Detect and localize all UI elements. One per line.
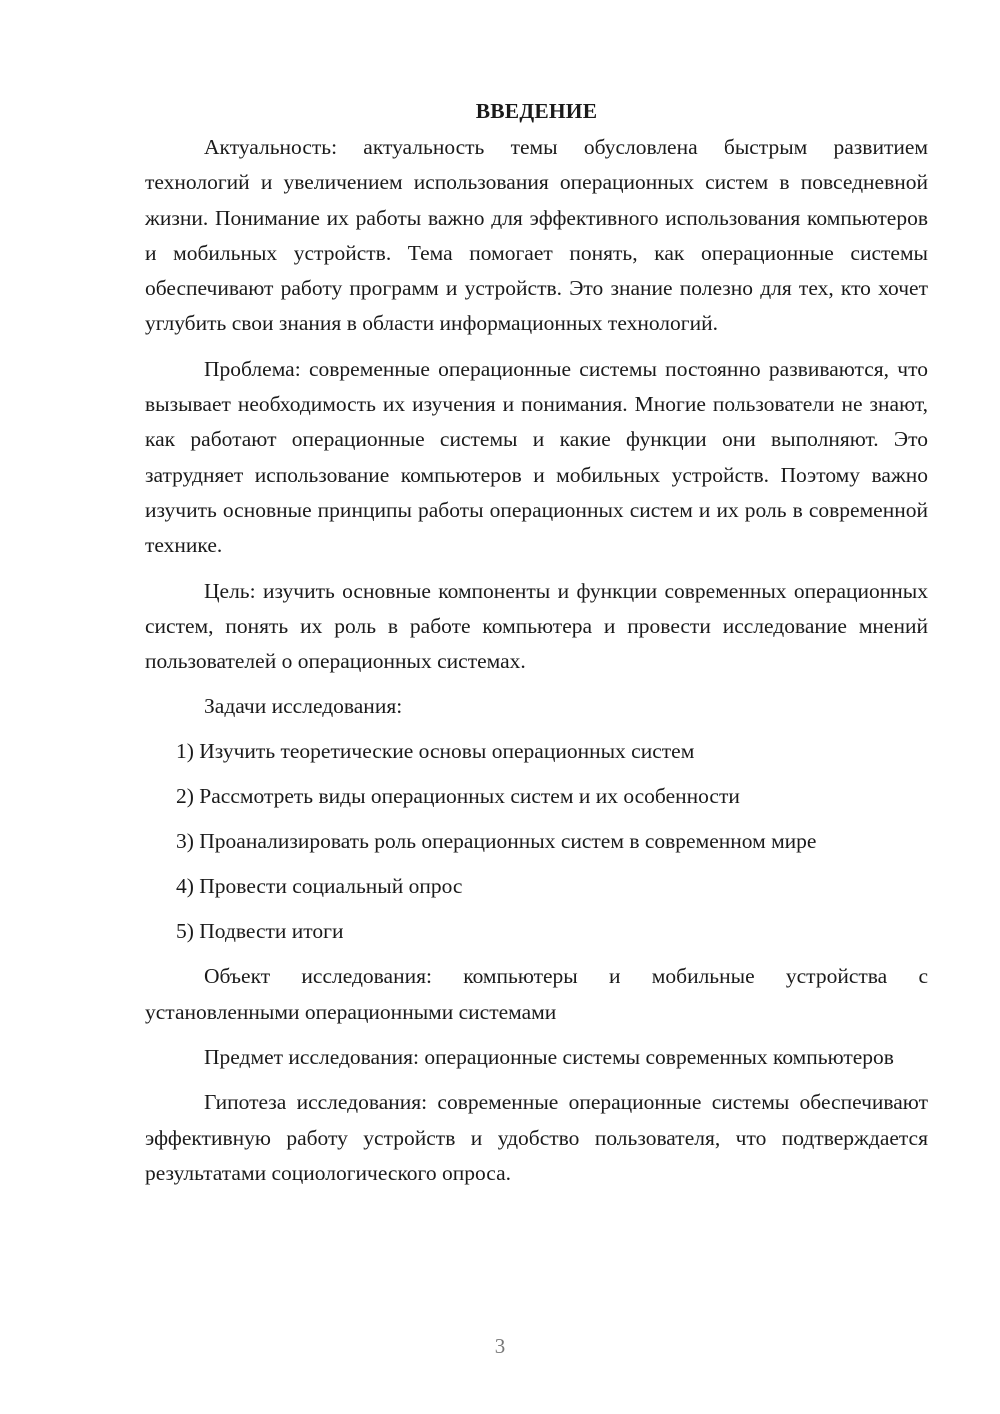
task-item: 2) Рассмотреть виды операционных систем и их особенности (176, 784, 740, 809)
task-item: 5) Подвести итоги (176, 919, 344, 944)
page-number: 3 (494, 1334, 506, 1358)
task-item: 1) Изучить теоретические основы операционных систем (176, 739, 695, 764)
problem-paragraph: Проблема: современные операционные системы постоянно развиваются, что вызывает необходимость их изучения и понимания. Многие пользователи не знают, как работают операционные системы и какие функции они выполняют. Это затрудняет использование компьютеров и мобильных устройств. Поэтому важно изучить основные принципы работы операционных систем и их роль в современной технике. (145, 356, 928, 558)
task-item: 4) Провести социальный опрос (176, 874, 463, 899)
object-paragraph: Объект исследования: компьютеры и мобильные устройства с установленными операционными системами (145, 964, 928, 1024)
subject-paragraph: Предмет исследования: операционные системы современных компьютеров (204, 1045, 894, 1070)
tasks-list (145, 734, 928, 949)
goal-paragraph: Цель: изучить основные компоненты и функции современных операционных систем, понять их роль в работе компьютера и провести исследование мнений пользователей о операционных системах. (145, 578, 928, 674)
task-item: 3) Проанализировать роль операционных систем в современном мире (176, 829, 817, 854)
hypothesis-paragraph: Гипотеза исследования: современные операционные системы обеспечивают эффективную работу устройств и удобство пользователя, что подтверждается результатами социологического опроса. (145, 1090, 928, 1185)
section-title: ВВЕДЕНИЕ (475, 99, 598, 123)
relevance-paragraph: Актуальность: актуальность темы обусловлена быстрым развитием технологий и увеличением использования операционных систем в повседневной жизни. Понимание их работы важно для эффективного использования компьютеров и мобильных устройств. Тема помогает понять, как операционные системы обеспечивают работу программ и устройств. Это знание полезно для тех, кто хочет углубить свои знания в области информационных технологий. (145, 135, 928, 336)
tasks-heading: Задачи исследования: (204, 694, 403, 719)
document-page (145, 96, 928, 1201)
